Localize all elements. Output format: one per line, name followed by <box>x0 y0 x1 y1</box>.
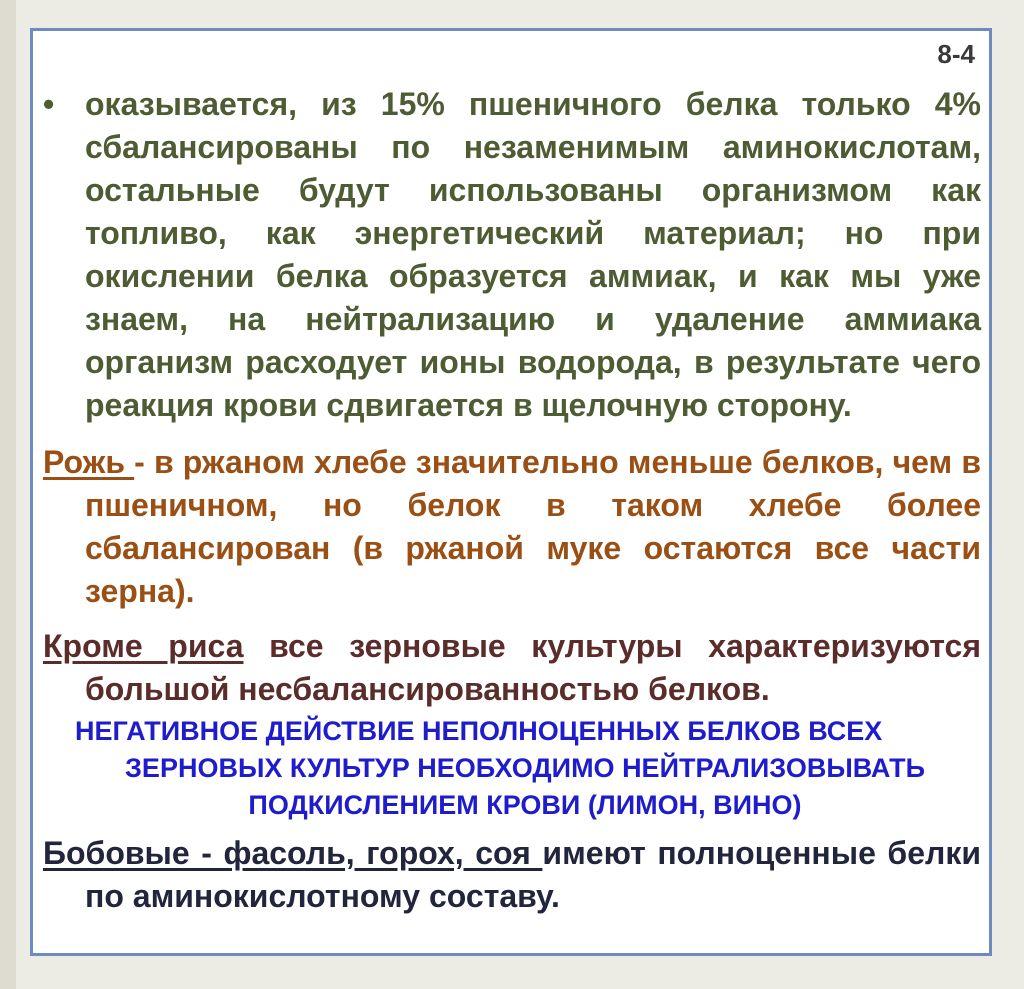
rye-paragraph <box>43 441 981 613</box>
rice-paragraph <box>43 625 981 711</box>
slide-content <box>43 83 981 918</box>
legumes-text: имеют полноценные белки по аминокислотному составу. <box>85 835 982 914</box>
wheat-protein-text: оказывается, из 15% пшеничного белка только 4% сбалансированы по незаменимым аминокислотам, остальные будут использованы организмом как топливо, как энергетический материал; но при окислении белка образуется аммиак, и как мы уже знаем, на нейтрализацию и удаление аммиака организм расходует ионы водорода, в результате чего реакция крови сдвигается в щелочную сторону. <box>85 86 981 423</box>
rice-text: все зерновые культуры характеризуются большой несбалансированностью белков. <box>85 628 982 707</box>
negative-effect-note <box>43 713 981 824</box>
left-edge-strip <box>0 0 16 989</box>
slide-frame <box>30 28 992 956</box>
legumes-term: Бобовые - фасоль, горох, соя <box>43 835 543 871</box>
rye-text: - в ржаном хлебе значительно меньше белков, чем в пшеничном, но белок в таком хлебе более сбалансирован (в ржаной муке остаются все части зерна). <box>85 444 982 609</box>
note-line-1: НЕГАТИВНОЕ ДЕЙСТВИЕ НЕПОЛНОЦЕННЫХ БЕЛКОВ ВСЕХ <box>75 716 883 746</box>
rice-term: Кроме риса <box>43 628 244 664</box>
rye-term: Рожь <box>43 444 135 480</box>
page-number: 8-4 <box>937 39 975 69</box>
legumes-paragraph <box>43 832 981 918</box>
bullet-icon: • <box>43 86 55 122</box>
wheat-protein-paragraph <box>43 83 981 427</box>
note-line-3: ПОДКИСЛЕНИЕМ КРОВИ (ЛИМОН, ВИНО) <box>248 790 802 820</box>
note-line-2: ЗЕРНОВЫХ КУЛЬТУР НЕОБХОДИМО НЕЙТРАЛИЗОВЫВАТЬ <box>125 753 925 783</box>
